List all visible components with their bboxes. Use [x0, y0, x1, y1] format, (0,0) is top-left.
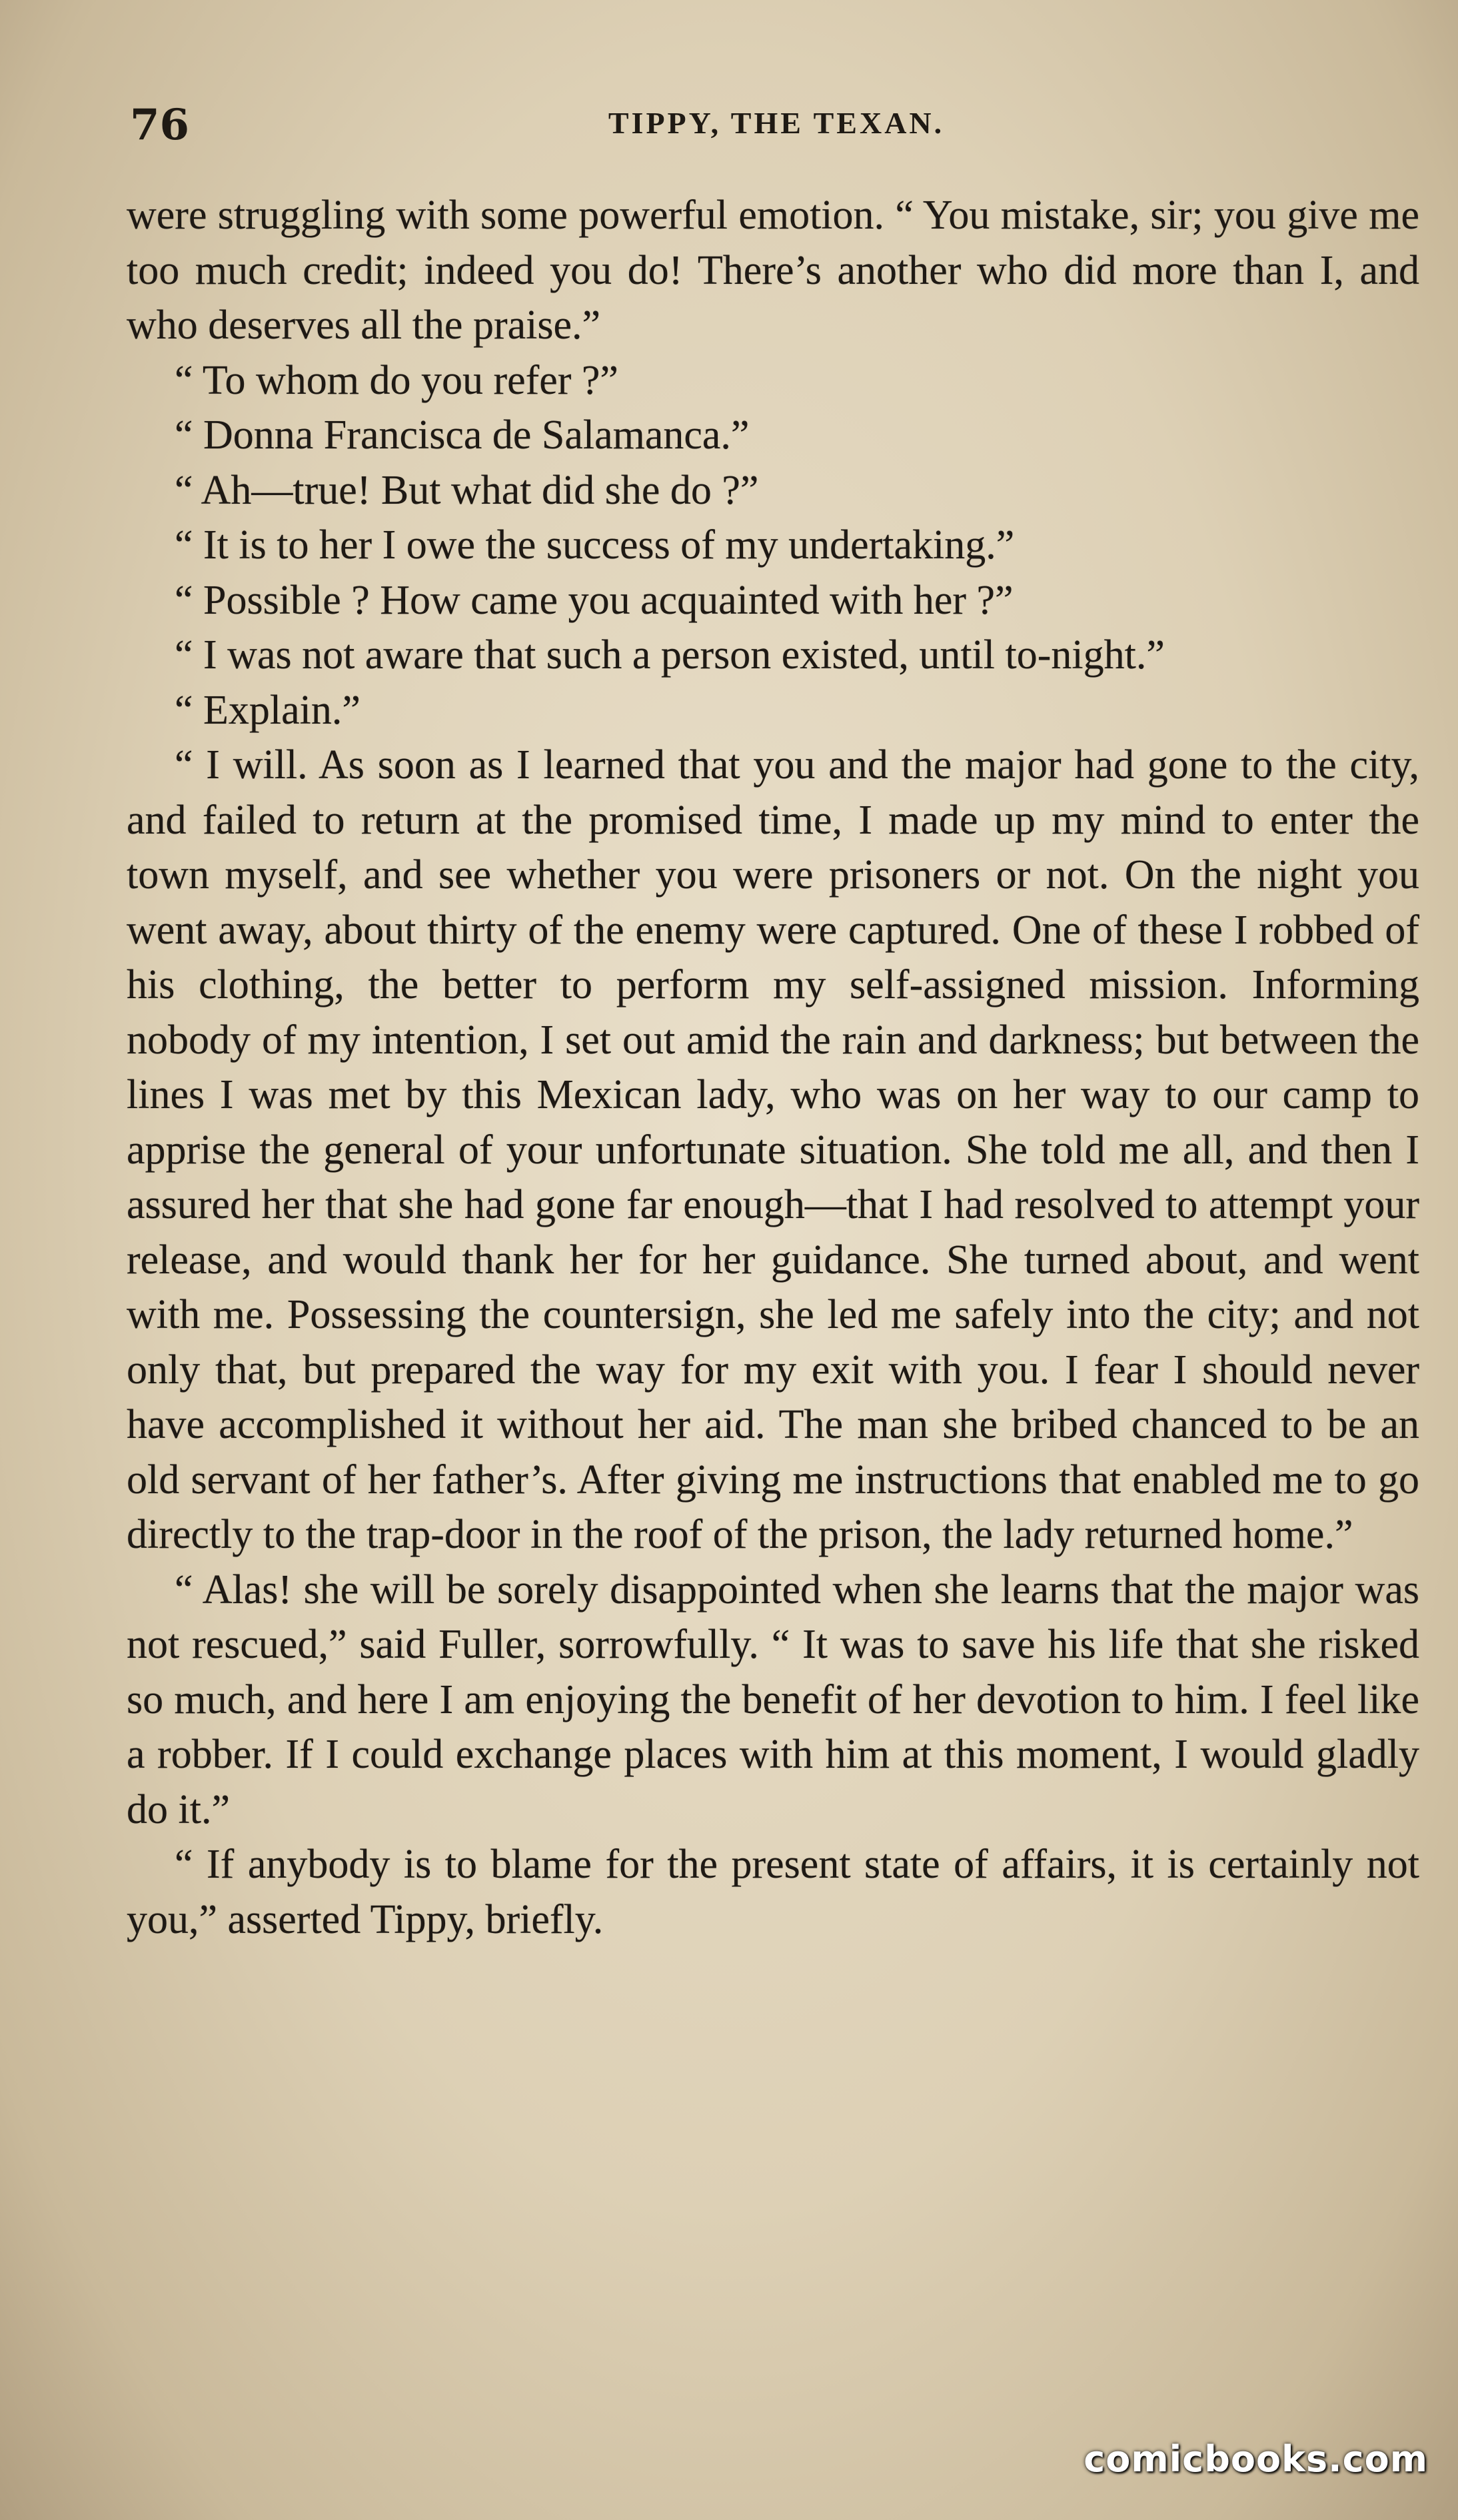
paragraph: “ To whom do you refer ?” [175, 357, 618, 403]
paragraph: “ Donna Francisca de Salamanca.” [175, 412, 750, 458]
running-head [130, 100, 1423, 160]
paragraph: “ I will. As soon as I learned that you and the major had gone to the city, and failed to return at the promised time, I made up my mind to enter the town myself, and see whether you were prisoners or not. On the night you went away, about thirty of the enemy were captured. One of these I robbed of his clothing, the better to perform my self-assigned mission. Informing nobody of my intention, I set out amid the rain and darkness; but between the lines I was met by this Mexican lady, who was on her way to our camp to apprise the general of your unfortunate situation. She told me all, and then I assured her that she had gone far enough—that I had resolved to attempt your release, and would thank her for her guidance. She turned about, and went with me. Possessing the countersign, she led me safely into the city; and not only that, but prepared the way for my exit with you. I fear I should never have accomplished it without her aid. The man she bribed chanced to be an old servant of her father’s. After giving me instructions that enabled me to go directly to the trap-door in the roof of the prison, the lady returned home.” [127, 742, 1419, 1557]
book-title: TIPPY, THE TEXAN. [608, 106, 945, 140]
paragraph: were struggling with some powerful emotion. “ You mistake, sir; you give me too much credit; indeed you do! There’s another who did more than I, and who deserves all the praise.” [127, 193, 1419, 348]
body-text [127, 188, 1419, 1947]
paragraph: “ It is to her I owe the success of my undertaking.” [175, 522, 1015, 568]
paragraph: “ If anybody is to blame for the present state of affairs, it is certainly not you,” asserted Tippy, briefly. [127, 1842, 1419, 1942]
paragraph: “ Alas! she will be sorely disappointed when she learns that the major was not rescued,” said Fuller, sorrowfully. “ It was to save his life that she risked so much, and here I am enjoying the benefit of her devotion to him. I feel like a robber. If I could exchange places with him at this moment, I would gladly do it.” [127, 1567, 1419, 1832]
paragraph: “ Ah—true! But what did she do ?” [175, 467, 759, 513]
paragraph: “ I was not aware that such a person existed, until to-night.” [175, 632, 1165, 678]
paragraph: “ Explain.” [175, 687, 361, 733]
paragraph: “ Possible ? How came you acquainted with her ?” [175, 577, 1014, 623]
site-watermark: comicbooks.com [1084, 2438, 1428, 2480]
page-number: 76 [130, 100, 190, 150]
